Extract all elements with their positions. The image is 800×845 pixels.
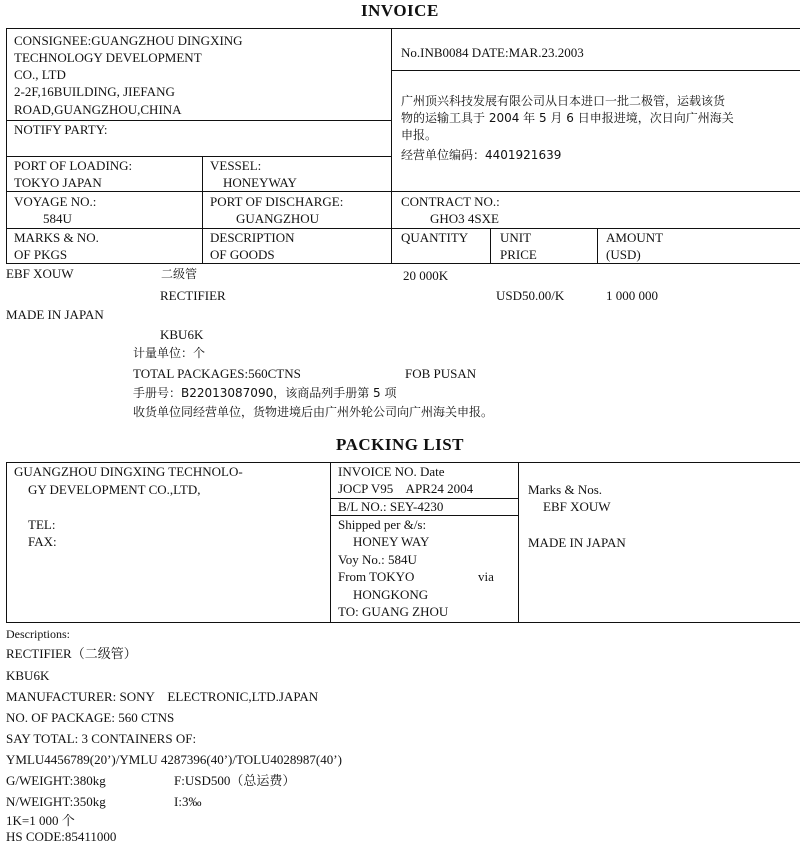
- fob: FOB PUSAN: [405, 366, 477, 381]
- vessel-value: HONEYWAY: [223, 175, 297, 190]
- consignee-line-3: CO., LTD: [14, 67, 66, 82]
- gross-weight: G/WEIGHT:380kg: [6, 773, 106, 788]
- port-loading-label: PORT OF LOADING:: [14, 158, 133, 173]
- made-in: MADE IN JAPAN: [6, 307, 104, 322]
- rule: [6, 191, 800, 192]
- tel-label: TEL:: [28, 517, 56, 532]
- goods-cn: 二级管: [161, 267, 198, 281]
- invoice-ref: JOCP V95 APR24 2004: [338, 481, 474, 496]
- rule: [202, 156, 203, 263]
- rule: [391, 70, 800, 71]
- consignee-line-4: 2-2F,16BUILDING, JIEFANG: [14, 84, 175, 99]
- fax-label: FAX:: [28, 534, 57, 549]
- col-desc-2: OF GOODS: [210, 247, 275, 262]
- invoice-no-date: No.INB0084 DATE:MAR.23.2003: [401, 45, 584, 60]
- desc-line-6: YMLU4456789(20’)/YMLU 4287396(40’)/TOLU4028987(40’): [6, 752, 342, 767]
- ship-name: HONEY WAY: [353, 534, 430, 549]
- descriptions-label: Descriptions:: [6, 627, 70, 641]
- conversion: 1K=1 000 个: [6, 813, 75, 828]
- desc-line-2: KBU6K: [6, 668, 50, 683]
- desc-line-3: MANUFACTURER: SONY ELECTRONIC,LTD.JAPAN: [6, 689, 319, 704]
- rule: [330, 462, 331, 622]
- rule: [518, 462, 519, 622]
- rule: [6, 462, 7, 622]
- hs-code: HS CODE:85411000: [6, 829, 117, 844]
- freight: F:USD500（总运费）: [174, 773, 296, 788]
- operator-code: 经营单位编码：4401921639: [401, 148, 562, 162]
- rule: [490, 228, 491, 263]
- marks-label: Marks & Nos.: [528, 482, 603, 497]
- contract-value: GHO3 4SXE: [430, 211, 499, 226]
- discharge-value: GUANGZHOU: [236, 211, 320, 226]
- vessel-label: VESSEL:: [210, 158, 262, 173]
- cn-note-2: 物的运输工具于 2004 年 5 月 6 日申报进境，次日向广州海关: [401, 111, 734, 125]
- declare-note: 收货单位同经营单位，货物进境后由广州外轮公司向广州海关申报。: [133, 405, 494, 419]
- cn-note-1: 广州顶兴科技发展有限公司从日本进口一批二极管，运载该货: [401, 94, 726, 108]
- handbook-note: 手册号：B22013087090，该商品列手册第 5 项: [133, 386, 397, 400]
- rule: [6, 28, 800, 29]
- shipped-per: Shipped per &/s:: [338, 517, 427, 532]
- consignee-line-2: TECHNOLOGY DEVELOPMENT: [14, 50, 202, 65]
- from-port: From TOKYO: [338, 569, 415, 584]
- discharge-label: PORT OF DISCHARGE:: [210, 194, 344, 209]
- col-quantity: QUANTITY: [401, 230, 469, 245]
- rule: [330, 515, 518, 516]
- mark: EBF XOUW: [6, 266, 74, 281]
- col-amount-2: (USD): [606, 247, 641, 262]
- notify-party-label: NOTIFY PARTY:: [14, 122, 108, 137]
- rule: [597, 228, 598, 263]
- col-amount-1: AMOUNT: [606, 230, 664, 245]
- col-unit-2: PRICE: [500, 247, 537, 262]
- marks-value: EBF XOUW: [543, 499, 611, 514]
- unit-note: 计量单位：个: [133, 346, 206, 360]
- voyage-value: 584U: [43, 211, 72, 226]
- invoice-title: INVOICE: [361, 1, 439, 20]
- col-unit-1: UNIT: [500, 230, 532, 245]
- col-marks-2: OF PKGS: [14, 247, 68, 262]
- model: KBU6K: [160, 327, 204, 342]
- cn-note-3: 申报。: [401, 128, 438, 142]
- voyage-label: VOYAGE NO.:: [14, 194, 97, 209]
- desc-line-1: RECTIFIER（二级管）: [6, 646, 137, 661]
- quantity: 20 000K: [403, 268, 449, 283]
- unit-price: USD50.00/K: [496, 288, 565, 303]
- company-line-1: GUANGZHOU DINGXING TECHNOLO-: [14, 464, 243, 479]
- contract-label: CONTRACT NO.:: [401, 194, 500, 209]
- via-port: HONGKONG: [353, 587, 429, 602]
- insurance: I:3‰: [174, 794, 202, 809]
- rule: [6, 462, 800, 463]
- col-desc-1: DESCRIPTION: [210, 230, 295, 245]
- desc-line-4: NO. OF PACKAGE: 560 CTNS: [6, 710, 175, 725]
- packing-list-title: PACKING LIST: [336, 435, 465, 454]
- consignee-line-5: ROAD,GUANGZHOU,CHINA: [14, 102, 182, 117]
- rule: [6, 263, 800, 264]
- via-label: via: [478, 569, 494, 584]
- rule: [6, 622, 800, 623]
- col-marks-1: MARKS & NO.: [14, 230, 99, 245]
- voy-no: Voy No.: 584U: [338, 552, 417, 567]
- bl-no: B/L NO.: SEY-4230: [338, 499, 444, 514]
- to-port: TO: GUANG ZHOU: [338, 604, 449, 619]
- goods-en: RECTIFIER: [160, 288, 226, 303]
- total-packages: TOTAL PACKAGES:560CTNS: [133, 366, 301, 381]
- rule: [6, 120, 391, 121]
- invoice-no-date-label: INVOICE NO. Date: [338, 464, 445, 479]
- desc-line-5: SAY TOTAL: 3 CONTAINERS OF:: [6, 731, 197, 746]
- company-line-2: GY DEVELOPMENT CO.,LTD,: [28, 482, 201, 497]
- port-loading-value: TOKYO JAPAN: [14, 175, 102, 190]
- made-in-packing: MADE IN JAPAN: [528, 535, 626, 550]
- rule: [6, 228, 800, 229]
- rule: [6, 156, 391, 157]
- amount: 1 000 000: [606, 288, 658, 303]
- net-weight: N/WEIGHT:350kg: [6, 794, 106, 809]
- consignee-line-1: CONSIGNEE:GUANGZHOU DINGXING: [14, 33, 243, 48]
